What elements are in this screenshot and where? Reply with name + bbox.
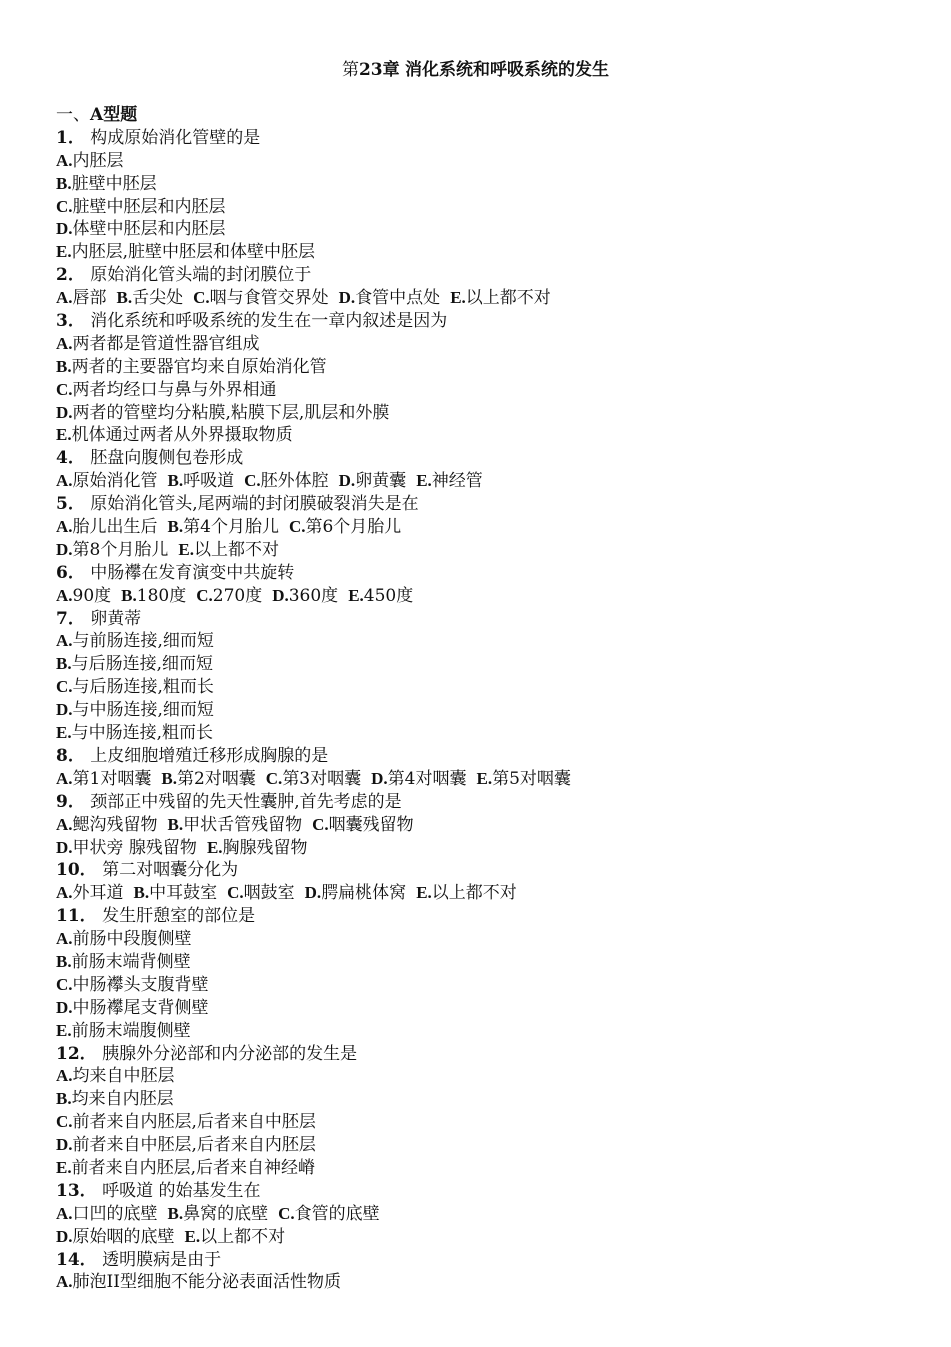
- option-text: 前者来自内胚层,后者来自中胚层: [72, 1112, 316, 1133]
- option-line: [56, 1134, 926, 1157]
- option-text: 以上都不对: [465, 288, 551, 309]
- option-key: B.: [56, 1089, 72, 1109]
- answer-option: [348, 586, 413, 606]
- option-line: [56, 630, 926, 653]
- answer-option: [56, 357, 327, 377]
- answer-option: [56, 631, 214, 651]
- answer-option: [56, 288, 107, 308]
- option-text: 肺泡II型细胞不能分泌表面活性物质: [72, 1272, 341, 1293]
- answer-option: [416, 471, 483, 491]
- option-line: [56, 424, 926, 447]
- option-text: 胎儿出生后: [72, 517, 158, 538]
- answer-option: [56, 1158, 315, 1178]
- answer-option: [56, 975, 209, 995]
- option-text: 第6个月胎儿: [305, 517, 402, 538]
- option-line: [56, 882, 926, 905]
- question-number: 5．: [56, 494, 85, 515]
- option-text: 神经管: [431, 471, 483, 492]
- question-text: 上皮细胞增殖迁移形成胸腺的是: [84, 745, 329, 766]
- option-text: 前肠末端腹侧壁: [71, 1020, 191, 1041]
- answer-option: [56, 769, 151, 789]
- answer-option: [168, 471, 235, 491]
- question-number: 12．: [56, 1043, 97, 1064]
- answer-option: [56, 838, 197, 858]
- option-line: [56, 196, 926, 219]
- question-stem: [56, 1249, 926, 1272]
- question-text: 呼吸道 的始基发生在: [96, 1180, 261, 1201]
- answer-option: [266, 769, 361, 789]
- question-text: 发生肝憩室的部位是: [96, 906, 256, 927]
- option-line: [56, 1271, 926, 1294]
- question-text: 消化系统和呼吸系统的发生在一章内叙述是因为: [84, 311, 448, 332]
- option-text: 呼吸道: [183, 471, 235, 492]
- option-text: 脏壁中胚层: [71, 173, 157, 194]
- question-number: 13．: [56, 1180, 97, 1201]
- answer-option: [244, 471, 329, 491]
- question-text: 卵黄蒂: [84, 608, 142, 629]
- question-stem: [56, 608, 926, 631]
- question-number: 3．: [56, 311, 85, 332]
- question-number: 4．: [56, 448, 85, 469]
- option-key: E.: [56, 723, 72, 743]
- option-text: 甲状舌管残留物: [183, 814, 303, 835]
- option-text: 360度: [288, 585, 339, 606]
- answer-option: [56, 677, 214, 697]
- option-text: 第8个月胎儿: [72, 539, 169, 560]
- answer-option: [161, 769, 255, 789]
- answer-option: [196, 586, 262, 606]
- option-line: [56, 974, 926, 997]
- question-stem: [56, 745, 926, 768]
- section-prefix: 一、: [56, 105, 90, 125]
- chapter-suffix: 章: [382, 60, 400, 80]
- option-key: B.: [167, 814, 184, 834]
- option-key: B.: [56, 356, 72, 376]
- option-text: 均来自内胚层: [71, 1089, 174, 1110]
- option-key: E.: [178, 539, 194, 559]
- answer-option: [56, 1066, 175, 1086]
- option-key: D.: [371, 768, 388, 788]
- option-text: 食管的底壁: [294, 1203, 380, 1224]
- question-number: 11．: [56, 906, 97, 927]
- option-key: B.: [56, 173, 72, 193]
- answer-option: [207, 838, 308, 858]
- option-text: 两者都是管道性器官组成: [72, 333, 260, 354]
- option-key: D.: [338, 288, 356, 308]
- option-key: A.: [56, 585, 73, 605]
- question-number: 14．: [56, 1249, 97, 1270]
- question-text: 透明膜病是由于: [96, 1249, 222, 1270]
- option-text: 两者均经口与鼻与外界相通: [72, 379, 277, 400]
- option-text: 以上都不对: [431, 883, 517, 904]
- option-key: D.: [56, 539, 73, 559]
- option-key: A.: [56, 814, 73, 834]
- option-line: [56, 997, 926, 1020]
- option-text: 舌尖处: [132, 288, 184, 309]
- question-text: 颈部正中残留的先天性囊肿,首先考虑的是: [84, 791, 402, 812]
- option-key: D.: [56, 1226, 73, 1246]
- option-line: [56, 379, 926, 402]
- answer-option: [56, 586, 111, 606]
- option-key: C.: [312, 814, 329, 834]
- answer-option: [56, 174, 157, 194]
- option-key: A.: [56, 288, 73, 308]
- question-list: [56, 104, 926, 1294]
- answer-option: [121, 586, 186, 606]
- question-text: 原始消化管头端的封闭膜位于: [84, 265, 312, 286]
- question-stem: [56, 310, 926, 333]
- option-text: 以上都不对: [193, 539, 279, 560]
- question-stem: [56, 791, 926, 814]
- answer-option: [56, 1272, 341, 1292]
- option-line: [56, 837, 926, 860]
- answer-option: [56, 334, 260, 354]
- option-line: [56, 241, 926, 264]
- answer-option: [56, 1204, 158, 1224]
- option-key: E.: [56, 425, 72, 445]
- option-text: 腭扁桃体窝: [321, 883, 407, 904]
- option-text: 第2对咽囊: [176, 768, 256, 789]
- answer-option: [312, 815, 414, 835]
- option-line: [56, 928, 926, 951]
- option-key: A.: [56, 1272, 73, 1292]
- option-text: 内胚层: [72, 150, 124, 171]
- option-key: B.: [121, 585, 137, 605]
- answer-option: [56, 1227, 175, 1247]
- option-text: 前者来自中胚层,后者来自内胚层: [72, 1135, 316, 1156]
- option-key: D.: [56, 837, 73, 857]
- option-key: D.: [56, 700, 73, 720]
- answer-option: [339, 288, 441, 308]
- question-number: 10．: [56, 860, 97, 881]
- option-key: A.: [56, 1203, 73, 1223]
- option-key: E.: [476, 768, 493, 788]
- question-stem: [56, 493, 926, 516]
- option-line: [56, 470, 926, 493]
- question-text: 胰腺外分泌部和内分泌部的发生是: [96, 1043, 358, 1064]
- option-key: D.: [304, 883, 322, 903]
- answer-option: [134, 883, 218, 903]
- answer-option: [416, 883, 517, 903]
- option-text: 与中肠连接,粗而长: [71, 723, 213, 744]
- answer-option: [56, 380, 277, 400]
- option-key: A.: [56, 768, 73, 788]
- answer-option: [56, 403, 389, 423]
- option-text: 咽与食管交界处: [209, 288, 329, 309]
- question-stem: [56, 905, 926, 928]
- option-line: [56, 1020, 926, 1043]
- option-text: 270度: [212, 585, 263, 606]
- option-key: E.: [416, 883, 432, 903]
- answer-option: [117, 288, 184, 308]
- option-key: A.: [56, 1066, 73, 1086]
- option-line: [56, 333, 926, 356]
- option-text: 咽囊残留物: [328, 814, 414, 835]
- option-text: 内胚层,脏壁中胚层和体壁中胚层: [71, 242, 315, 263]
- option-key: C.: [265, 768, 283, 788]
- option-text: 第4个月胎儿: [183, 517, 279, 538]
- answer-option: [56, 151, 124, 171]
- option-key: C.: [56, 974, 73, 994]
- option-key: C.: [193, 288, 210, 308]
- option-line: [56, 951, 926, 974]
- answer-option: [56, 654, 213, 674]
- option-text: 卵黄囊: [355, 471, 407, 492]
- option-key: D.: [56, 219, 73, 239]
- option-line: [56, 1088, 926, 1111]
- option-key: E.: [184, 1226, 201, 1246]
- question-text: 构成原始消化管壁的是: [84, 127, 261, 148]
- answer-option: [193, 288, 329, 308]
- option-line: [56, 173, 926, 196]
- option-line: [56, 218, 926, 241]
- option-text: 咽鼓室: [243, 883, 295, 904]
- option-text: 前肠中段腹侧壁: [72, 929, 192, 950]
- option-key: B.: [116, 288, 133, 308]
- answer-option: [56, 700, 214, 720]
- option-text: 机体通过两者从外界摄取物质: [71, 425, 293, 446]
- option-line: [56, 676, 926, 699]
- option-text: 甲状旁 腺残留物: [72, 837, 197, 858]
- question-number: 1．: [56, 127, 85, 148]
- question-stem: [56, 264, 926, 287]
- option-text: 均来自中胚层: [72, 1066, 175, 1087]
- option-line: [56, 1157, 926, 1180]
- question-number: 2．: [56, 265, 85, 286]
- option-text: 第4对咽囊: [387, 768, 467, 789]
- answer-option: [168, 815, 303, 835]
- option-key: D.: [338, 471, 356, 491]
- question-stem: [56, 127, 926, 150]
- option-key: A.: [56, 883, 73, 903]
- answer-option: [168, 517, 279, 537]
- option-key: C.: [196, 585, 213, 605]
- option-text: 外耳道: [72, 883, 124, 904]
- option-key: E.: [450, 288, 466, 308]
- answer-option: [185, 1227, 286, 1247]
- option-text: 与前肠连接,细而短: [72, 631, 214, 652]
- answer-option: [56, 471, 158, 491]
- option-text: 以上都不对: [200, 1226, 286, 1247]
- question-text: 第二对咽囊分化为: [96, 860, 239, 881]
- option-text: 前肠末端背侧壁: [71, 951, 191, 972]
- option-line: [56, 653, 926, 676]
- option-key: E.: [56, 242, 72, 262]
- answer-option: [178, 540, 279, 560]
- option-key: A.: [56, 517, 73, 537]
- option-text: 第5对咽囊: [492, 768, 571, 789]
- answer-option: [371, 769, 466, 789]
- option-key: D.: [56, 997, 73, 1017]
- option-text: 两者的管壁均分粘膜,粘膜下层,肌层和外膜: [72, 402, 390, 423]
- option-key: C.: [56, 379, 73, 399]
- question-stem: [56, 1180, 926, 1203]
- question-stem: [56, 859, 926, 882]
- option-line: [56, 1203, 926, 1226]
- question-number: 6．: [56, 562, 85, 583]
- answer-option: [289, 517, 401, 537]
- option-line: [56, 768, 926, 791]
- option-text: 唇部: [72, 288, 107, 309]
- option-key: A.: [56, 333, 73, 353]
- answer-option: [56, 540, 168, 560]
- option-line: [56, 287, 926, 310]
- option-key: B.: [161, 768, 177, 788]
- option-key: C.: [288, 517, 306, 537]
- option-text: 中耳鼓室: [149, 883, 218, 904]
- option-line: [56, 722, 926, 745]
- question-text: 中肠襻在发育演变中共旋转: [84, 562, 295, 583]
- answer-option: [450, 288, 551, 308]
- answer-option: [56, 929, 192, 949]
- answer-option: [339, 471, 407, 491]
- option-key: A.: [56, 631, 73, 651]
- option-text: 胸腺残留物: [222, 837, 308, 858]
- option-key: B.: [167, 1203, 184, 1223]
- answer-option: [56, 197, 226, 217]
- option-key: C.: [56, 677, 73, 697]
- option-line: [56, 699, 926, 722]
- answer-option: [56, 425, 293, 445]
- question-stem: [56, 562, 926, 585]
- answer-option: [56, 1021, 191, 1041]
- option-line: [56, 402, 926, 425]
- option-text: 第3对咽囊: [282, 768, 362, 789]
- answer-option: [278, 1204, 380, 1224]
- question-number: 9．: [56, 791, 85, 812]
- answer-option: [56, 1112, 316, 1132]
- answer-option: [56, 723, 213, 743]
- question-text: 胚盘向腹侧包卷形成: [84, 448, 244, 469]
- option-key: D.: [272, 585, 289, 605]
- option-key: B.: [167, 471, 184, 491]
- chapter-title-text: 消化系统和呼吸系统的发生: [405, 60, 610, 80]
- option-key: E.: [206, 837, 223, 857]
- option-text: 两者的主要器官均来自原始消化管: [71, 356, 327, 377]
- option-line: [56, 1226, 926, 1249]
- option-text: 胚外体腔: [260, 471, 329, 492]
- option-text: 第1对咽囊: [72, 768, 152, 789]
- option-key: A.: [56, 929, 73, 949]
- option-text: 90度: [72, 585, 112, 606]
- chapter-number: 23: [358, 60, 383, 80]
- option-line: [56, 585, 926, 608]
- answer-option: [272, 586, 338, 606]
- option-line: [56, 150, 926, 173]
- answer-option: [56, 242, 315, 262]
- section-heading: [56, 104, 926, 127]
- chapter-prefix: 第: [341, 60, 359, 80]
- option-key: D.: [56, 402, 73, 422]
- answer-option: [227, 883, 295, 903]
- option-text: 原始咽的底壁: [72, 1226, 175, 1247]
- answer-option: [56, 815, 158, 835]
- option-key: E.: [348, 585, 364, 605]
- option-key: A.: [56, 150, 73, 170]
- option-key: D.: [56, 1135, 73, 1155]
- option-key: E.: [416, 471, 432, 491]
- option-key: C.: [227, 883, 244, 903]
- question-stem: [56, 447, 926, 470]
- answer-option: [56, 952, 191, 972]
- option-line: [56, 1111, 926, 1134]
- option-text: 脏壁中胚层和内胚层: [72, 196, 226, 217]
- option-key: B.: [167, 517, 184, 537]
- answer-option: [168, 1204, 269, 1224]
- option-text: 鼻窝的底壁: [183, 1203, 269, 1224]
- option-text: 180度: [136, 585, 187, 606]
- answer-option: [56, 1089, 174, 1109]
- option-key: B.: [56, 654, 72, 674]
- answer-option: [56, 998, 209, 1018]
- option-text: 口凹的底壁: [72, 1203, 158, 1224]
- section-label: A型题: [90, 105, 138, 125]
- option-key: C.: [56, 196, 73, 216]
- question-stem: [56, 1043, 926, 1066]
- option-key: E.: [56, 1020, 72, 1040]
- option-text: 450度: [363, 585, 414, 606]
- option-text: 前者来自内胚层,后者来自神经嵴: [71, 1157, 315, 1178]
- answer-option: [477, 769, 571, 789]
- answer-option: [56, 1135, 316, 1155]
- answer-option: [56, 883, 124, 903]
- question-number: 8．: [56, 745, 85, 766]
- option-text: 中肠襻尾支背侧壁: [72, 997, 209, 1018]
- option-key: E.: [56, 1157, 72, 1177]
- option-line: [56, 814, 926, 837]
- answer-option: [305, 883, 407, 903]
- question-text: 原始消化管头,尾两端的封闭膜破裂消失是在: [84, 494, 419, 515]
- option-text: 中肠襻头支腹背壁: [72, 974, 209, 995]
- option-key: C.: [56, 1112, 73, 1132]
- option-key: B.: [56, 951, 72, 971]
- option-text: 鳃沟残留物: [72, 814, 158, 835]
- option-line: [56, 1065, 926, 1088]
- option-key: C.: [278, 1203, 295, 1223]
- option-key: C.: [244, 471, 261, 491]
- option-key: A.: [56, 471, 73, 491]
- option-line: [56, 356, 926, 379]
- option-text: 食管中点处: [355, 288, 441, 309]
- option-text: 体壁中胚层和内胚层: [72, 219, 226, 240]
- chapter-title: [0, 58, 951, 82]
- answer-option: [56, 219, 226, 239]
- option-line: [56, 516, 926, 539]
- option-key: B.: [133, 883, 150, 903]
- question-number: 7．: [56, 608, 85, 629]
- option-text: 与后肠连接,粗而长: [72, 677, 214, 698]
- option-text: 原始消化管: [72, 471, 158, 492]
- option-line: [56, 539, 926, 562]
- option-text: 与后肠连接,细而短: [71, 654, 213, 675]
- answer-option: [56, 517, 158, 537]
- option-text: 与中肠连接,细而短: [72, 700, 214, 721]
